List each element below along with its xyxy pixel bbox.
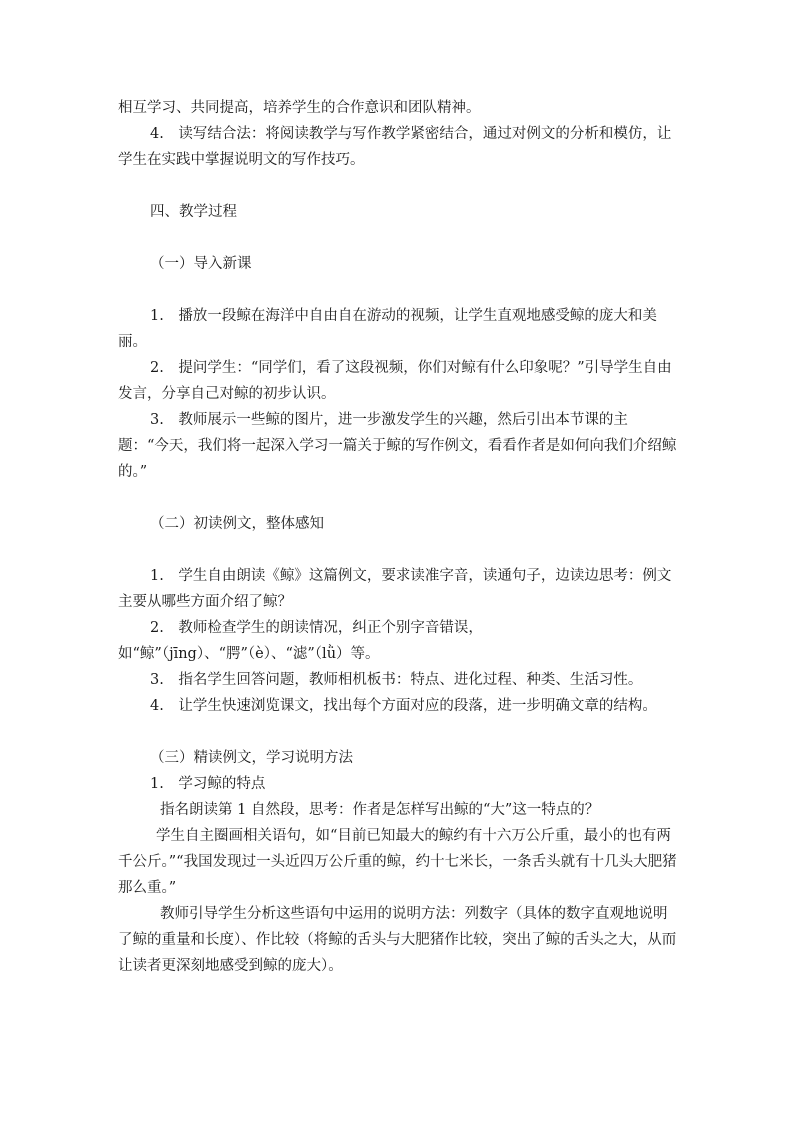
part-1-item-1: 1. 播放一段鲸在海洋中自由自在游动的视频，让学生直观地感受鲸的庞大和美丽。	[118, 308, 657, 350]
section-4-title: 四、教学过程	[150, 204, 237, 220]
part-3-subheading-1: 1. 学习鲸的特点	[150, 776, 266, 792]
part-3-paragraph-3: 教师引导学生分析这些语句中运用的说明方法：列数字（具体的数字直观地说明了鲸的重量和长度）、作比较（将鲸的舌头与大肥猪作比较，突出了鲸的舌头之大，从而让读者更深刻地感受到鲸的庞大）。	[118, 906, 677, 974]
paragraph-method-4: 4. 读写结合法：将阅读教学与写作教学紧密结合，通过对例文的分析和模仿，让学生在实践中掌握说明文的写作技巧。	[118, 126, 672, 168]
part-3-paragraph-2: 学生自主圈画相关语句，如“目前已知最大的鲸约有十六万公斤重，最小的也有两千公斤。”“我国发现过一头近四万公斤重的鲸，约十七米长，一条舌头就有十几头大肥猪那么重。”	[118, 828, 677, 896]
paragraph-cooperation-end: 相互学习、共同提高，培养学生的合作意识和团队精神。	[118, 100, 481, 116]
part-2-title: （二）初读例文，整体感知	[150, 516, 324, 532]
part-2-item-3: 3. 指名学生回答问题，教师相机板书：特点、进化过程、种类、生活习性。	[150, 672, 643, 688]
part-1-item-2: 2. 提问学生：“同学们，看了这段视频，你们对鲸有什么印象呢？”引导学生自由发言，分享自己对鲸的初步认识。	[118, 360, 672, 402]
part-1-title: （一）导入新课	[150, 256, 252, 272]
part-2-item-2: 2. 教师检查学生的朗读情况，纠正个别字音错误，如“鲸”（jīng）、“腭”（è）、“滤”（lǜ）等。	[118, 620, 483, 662]
part-2-item-4: 4. 让学生快速浏览课文，找出每个方面对应的段落，进一步明确文章的结构。	[150, 698, 657, 714]
part-2-item-1: 1. 学生自由朗读《鲸》这篇例文，要求读准字音，读通句子，边读边思考：例文主要从哪些方面介绍了鲸？	[118, 568, 672, 610]
document-body	[118, 95, 678, 979]
part-3-paragraph-1: 指名朗读第 1 自然段，思考：作者是怎样写出鲸的“大”这一特点的？	[160, 802, 600, 818]
part-3-title: （三）精读例文，学习说明方法	[150, 750, 353, 766]
part-1-item-3: 3. 教师展示一些鲸的图片，进一步激发学生的兴趣，然后引出本节课的主题：“今天，我们将一起深入学习一篇关于鲸的写作例文，看看作者是如何向我们介绍鲸的。”	[118, 412, 677, 480]
